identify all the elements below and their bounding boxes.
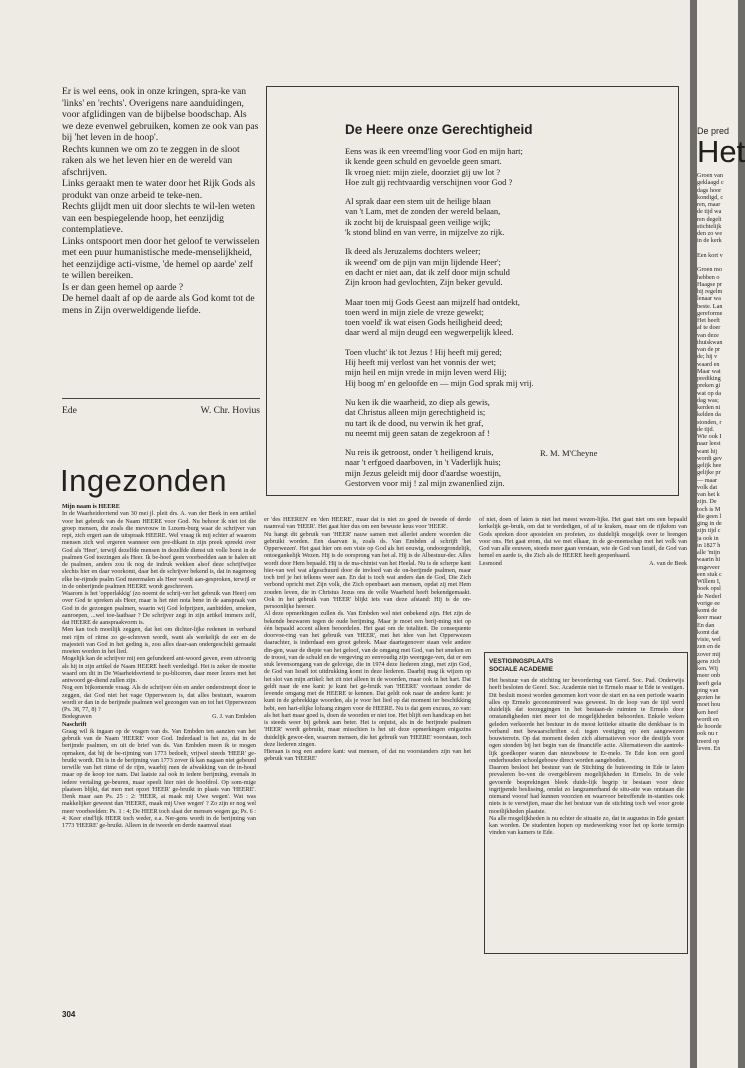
poem-line: daar werd al mijn deugd een wegwerpelijk kleed. (345, 327, 514, 338)
next-page-line: Wie ook I (697, 433, 722, 440)
next-page-line: waarin hi (697, 556, 721, 564)
next-page-line: moet hou (697, 701, 721, 709)
next-page-line: preken gi (697, 382, 721, 390)
next-page-line: keer maar (697, 614, 722, 622)
next-page-edge (697, 0, 745, 1068)
next-page-line: thuiskwan (697, 338, 723, 346)
next-page-line: leven. En (697, 744, 721, 752)
next-page-line: gelijk hee (697, 462, 722, 469)
next-page-line: de Nederl (697, 592, 722, 600)
next-page-line: die geen l (697, 512, 722, 520)
signature-place: Bodegraven (62, 714, 92, 721)
next-page-line: lenaar wa (697, 295, 721, 303)
intro-place: Ede (62, 405, 77, 416)
poem-line: Hij heeft mij verlost van het vonnis der wet; (345, 357, 496, 368)
next-page-line: zover mij (697, 650, 721, 658)
next-page-line: van het k (697, 491, 720, 498)
section-heading: Ingezonden (60, 463, 228, 498)
intro-signature (62, 398, 260, 416)
next-page-line: in 1827 h (697, 541, 721, 549)
next-page-line: Willem I, (697, 578, 721, 585)
next-page-line (697, 259, 724, 266)
next-page-line: ren degeli (697, 215, 722, 223)
next-page-line: af te doer (697, 324, 721, 332)
next-page-line: meer onb (697, 672, 721, 680)
vestiging-title (489, 658, 684, 674)
next-page-line: ook nu r (697, 730, 718, 738)
next-page-line: van deze (697, 331, 719, 339)
vestiging-title-line1: VESTIGINGSPLAATS (489, 658, 554, 665)
poem-line: Toen vlucht' ik tot Jezus ! Hij heeft mij gered; (345, 346, 502, 357)
poem-stanza (345, 347, 665, 388)
vestiging-paragraph: Na alle mogelijkheden is nu echter de situatie zo, dat in augustus in Ede gestart kan worden. De studenten hopen op medewerking voor het op korte termijn vinden van kamers te Ede. (489, 815, 684, 837)
article-paragraph: Al deze opmerkingen zullen ds. Van Embden wel niet onbekend zijn. Het zijn de bekende bezwaren tegen de oude berijming. Maar je moet een berij-ming niet op één bepaald accent alleen beoordelen. Het gaat om de totaliteit. De consequente doorvoe-ring van het gebruik van 'HEER', met het idee van het Opperwezen daarachter, is inderdaad een groot gebrek. Maar daartegenover staan vele andere din-gen, waar de diepte van het geloof, van de omgang met God, van het smeken en de troost, van de schuld en de vergeving zo eenvoudig zijn weergege-ven, dat er een stuk levensomgang van de gelovige, die in 1974 deze liederen zingt, met zijn God, de God van Israël tot uitdrukking komt in deze liederen. Daarbij mag ik wijzen op het slot van mijn artikel: het zit niet alleen in de woorden, maar ook in het hart. Dat geldt naar de ene kant: je kunt het ge-bruik van 'HEERE' voortaan zonder de levende omgang met de HEERE te kennen. Dat geldt ook naar de andere kant: je kunt in de gebrekkige woorden, als je voor het lied op dat moment ter beschikking hebt, een hart-elijke lofzang zingen voor de HEERE. Nu is dat geen excuus, zo van: als het hart maar goed is, doen de woorden er niet toe. Het blijft een handicap en het is steeds weer bij gebrek aan beter. Het is onjuist, als in de berijmde psalmen 'HEER' wordt gebruikt, maar misschien is het uit deze opmerkingen enigszins duidelijk gewor-den, waarom mensen, die het gebruik van 'HEERE' voorstaan, toch deze liederen zingen. (264, 611, 471, 748)
intro-author: W. Chr. Hovius (200, 405, 260, 416)
poem-line: dat Christus alleen mijn gerechtigheid is; (345, 407, 486, 418)
poem-line: Ik deed als Jeruzalems dochters weleer; (345, 246, 481, 257)
next-page-line: van de pr (697, 346, 721, 353)
next-page-line: Groen van (697, 172, 723, 179)
next-page-line: den zo we (697, 230, 723, 237)
next-page-line: gelijke pr (697, 469, 721, 477)
poem-title: De Heere onze Gerechtigheid (345, 122, 533, 137)
next-page-line: Groen mo (697, 266, 722, 274)
next-page-lines (697, 172, 724, 752)
next-page-line: wordt gev (697, 454, 722, 462)
next-page-line: ken heef (697, 708, 719, 716)
next-page-line: ongeveer (697, 563, 720, 571)
next-page-line: En dan (697, 621, 715, 629)
next-page-line: beste. Lan (697, 302, 723, 310)
next-page-line: volk dat (697, 483, 718, 491)
next-page-line: gens zich (697, 657, 721, 665)
column-3 (479, 517, 687, 568)
intro-paragraph: Links geraakt men te water door het Rijk Gods als produkt van onze arbeid te teke-nen. (62, 178, 256, 201)
poem-line: Nu ken ik die waarheid, zo diep als gewis, (345, 396, 490, 407)
next-page-line: vorige ee (697, 599, 720, 607)
next-page-heading: Het (697, 134, 745, 169)
next-page-line: komt de (697, 607, 718, 614)
poem-line: ik weend' om de pijn van mijn lijdende Heer'; (345, 256, 501, 267)
poem-line: nu neemt mij geen satan de zegekroon af ! (345, 427, 490, 438)
vestiging-title-line2: SOCIALE ACADEMIE (489, 666, 554, 673)
column-3-text (479, 517, 687, 561)
next-page-line: de tijd wa (697, 208, 722, 216)
next-page-line: geklaagd c (697, 179, 724, 187)
article-paragraph: Men kan toch moeilijk zeggen, dat het om dichter-lijke redenen in verband met rijm of ritme zo ge-schreven wordt, want als werkelijk de eer en de majesteit van God in het geding is, zou alles daar-aan ondergeschikt gemaakt moeten worden in het lied. (62, 627, 256, 655)
poem-line: Eens was ik een vreemd'ling voor God en mijn hart; (345, 146, 523, 156)
column-1 (62, 504, 256, 830)
next-page-line: want hij (697, 447, 718, 455)
article-paragraph: In de Waarheidsvriend van 30 mei jl. pleit drs. A. van der Beek in een artikel voor het gebruik van de Naam HEERE voor God. Nu behoor ik niet tot die groep mensen, die zoals die mevrouw in Luxem-burg waar de schrijver van rept, zich ergert aan de uitspraak HEERE. Wel vraag ik mij echter af waarom mensen zich wel ergeren wanneer een pre-dikant in zijn preek spreekt over God als 'Heer', terwijl dezelfde mensen in dezelfde dienst uit volle borst in de psalmen God toezingen als Heer. Ik be-hoef geen voorbeelden aan te halen uit de psalmen, anders zou ik nog de indruk wekken alsof deze schrijfwijze slechts hier en daar voorkomt, daar het de schrijver bekend is, dat in nagenoeg elke be-rijmde psalm God meermalen als Heer wordt aan-gesproken, terwijl er in de onberijmde psalmen HEERE wordt geschreven. (62, 511, 256, 590)
signature-author: G. J. van Embden (212, 714, 256, 721)
next-page-line: Een kort v (697, 251, 723, 259)
intro-paragraph: Rechts glijdt men uit door slechts te wil-len weten van een bespiegelende hoop, het eenzijdig contemplatieve. (62, 201, 255, 235)
next-page-line: hebben o (697, 273, 720, 281)
article-paragraph: Hieraan is nog een andere kant: wat mensen, of dat nu voorstanders zijn van het gebruik van 'HEERE' (264, 749, 471, 763)
article-paragraph: Waarom is het 'opperlakkig' (zo noemt de schrij-ver het gebruik van Heer) om over God te spreken als Heer, maar is het niet nota bene in de aanspraak van God in de gezongen psalmen, waarin wij God lofprijzen, aanbidden, smeken, aanroepen, ...wel toe-laatbaar ? De schrijver zegt in zijn artikel immers zelf, dat HEERE de aanspraakvorm is. (62, 591, 256, 626)
poem-line: Gestorven voor mij ! zal mijn zwanenlied zijn. (345, 478, 505, 489)
next-page-line: waard en (697, 360, 720, 368)
next-page-line: kerden ni (697, 404, 721, 411)
intro-paragraph: De hemel daalt af op de aarde als God komt tot de mens in Zijn overweldigende liefde. (62, 293, 255, 316)
next-page-line: kondigd, c (697, 193, 724, 201)
poem-stanza (345, 397, 665, 438)
next-page-line: dags hoor (697, 186, 722, 194)
vestiging-paragraph: Het bestuur van de stichting ter bevordering van Geref. Soc. Pad. Onderwijs heeft besloten de Geref. Soc. Academie niet te Ermelo maar te Ede te vestigen. Dit besluit moest worden genomen kort voor de start en na een periode waarin alles op Ermelo geconcentreerd was geweest. In de loop van de tijd werd duidelijk dat toezeggingen in het bestaan-de ruimten te Ermelo door omstandigheden niet meer tot de mogelijkheden behoorden. Enkele weken geleden verkeerde het bestuur in de meest kritieke situatie die denkbaar is in verband met bewaarschriften e.d. tegen vestiging op een aangewezen bouwterrein. Op dat moment deden zich alternatieven voor die destijds voor ogen stonden bij het begin van de financiële actie. Alternatieven die aantrek-lijk goedkoper waren dan nieuwbouw te Er-melo. Te Ede kon een goed onderhouden schoolgebouw direct worden aangeboden. (489, 678, 684, 764)
poem-line: ik kende geen schuld en gevoelde geen smart. (345, 156, 502, 167)
article-paragraph: er 'des HEEREN' en 'den HEERE', maar dat is niet zo goed de tweede of derde naamval van 'HEER'. Het gaat hier dus om een bewuste keus voor 'HEER'. (264, 517, 471, 531)
intro-text (62, 86, 260, 316)
next-page-line: dag was; (697, 396, 719, 404)
next-page-line: kelden da (697, 411, 721, 419)
article-paragraph: Nu hangt dit gebruik van 'HEER' nauw samen met allerlei andere woorden die gebruikt worden. Een daarvan is, zoals ds. Van Embden al schrijft 'het Opperwezen'. Het gaat hier om een visie op God als het eeuwig, ondoorgrondelijk, ontoegankelijk Wezen. Hij is de oorsprong van het al. Hij is de Albestuur-der. Alles wordt door Hem bepaald. Hij is de ma-chinist van het Heelal. Nu is de scherpe kant hier-van wel wat afgeschuurd door de invloed van de on-berijmde psalmen, maar toch tref je het telkens weer aan. En dat is toch wat anders dan de God, Die Zich verbond opricht met Zijn volk, die Zich openbaart aan mensen, opdat zij met Hem zouden leven, die in Christus Jezus ons de volle Waarheid heeft bekendgemaakt. Ook in het gebruik van 'HEER' blijkt iets van deze afstand: Hij is de on-persoonlijke heerser. (264, 531, 471, 610)
next-page-line: zijn tijd c (697, 527, 721, 535)
poem-line: mijn Jezus geleidt mij door d'aardse woestijn, (345, 467, 502, 478)
intro-paragraph: Rechts kunnen we om zo te zeggen in de sloot raken als we het leven hier en de wereld van afschrijven. (62, 143, 240, 178)
poem-line: nu tart ik de dood, nu verwin ik het graf, (345, 417, 484, 428)
poem-stanza (345, 246, 665, 287)
intro-paragraph: Er is wel eens, ook in onze kringen, spra-ke van 'links' en 'rechts'. Overigens nare aanduidingen, voor afglidingen van de bijbelse boodschap. Als we deze evenwel gebruiken, komen ze ook van pas bij 'het leven in de hoop'. (62, 86, 259, 143)
next-page-line: visie, wel (697, 636, 721, 643)
article-paragraph: Graag wil ik ingaan op de vragen van ds. Van Embden ten aanzien van het gebruik van de Naam 'HEERE' voor God. Inderdaad is het zo, dat in de berijmde psalmen, en uit de brief van ds. Van Embden meen ik te mogen opmaken, dat hij de be-rijming van 1773 bedoelt, vrijwel steeds 'HEER' ge-bruikt wordt. Dit is in de berijming van 1773 zover ik kan nagaan niet gebeurd terwille van het ritme of de rijm, waarbij men de afwakking van de in-houd maar op de koop toe nam. Dat laatste zal ook in iedere berijming, evenals in iedere vertaling ge-beuren, maar speelt hier niet de hoofdrol. Op som-mige plaatsen blijkt, dat men met opzet 'HEER' ge-bruikt in plaats van 'HEERE'. Denk maar aan Ps. 25 : 2: 'HEER, ai maak mij Uwe wegen'. Wat was makkelijker geweest dan 'HEERE, maak mij Uwe wegen' ? Zo zijn er nog wel meer voorbeelden: Ps. 1 : 4; De HEER toch slaat der mensen wegen ga; Ps. 6 : 4: Keer eind'lijk HEER toch weder, e.a. Ner-gens wordt in de berijming van 1773 'HEERE' ge-bruikt. Alleen in de tweede en derde naamval staat (62, 728, 256, 829)
poem-stanza (345, 196, 665, 237)
next-page-line: de hoorde (697, 723, 722, 730)
letter-signature (62, 714, 256, 721)
next-page-line: wordt en (697, 715, 719, 723)
next-page-line: ja ook in (697, 534, 719, 542)
next-page-line: wat op da (697, 389, 722, 397)
next-page-line: een stuk c (697, 570, 722, 578)
poem-line: ik zocht bij de kruispaal geen veilige wijk; (345, 216, 491, 227)
next-page-line: komt dat (697, 628, 719, 636)
poem-line: van 't Lam, met de zonden der wereld belaan, (345, 206, 501, 217)
poem-stanza (345, 297, 665, 338)
next-page-line (697, 245, 724, 252)
next-page-line: boek opsl (697, 585, 721, 593)
poem-line: 'k stond blind en van verre, in mijzelve zo rijk. (345, 227, 505, 238)
next-page-line: gezien he (697, 694, 721, 701)
poem-line: toen voeld' ik wat eisen Gods heiligheid deed; (345, 317, 503, 328)
next-page-line: alle 'mijn (697, 549, 720, 556)
intro-paragraph: Is er dan geen hemel op aarde ? (62, 281, 184, 293)
next-page-line: ging in de (697, 520, 722, 527)
next-page-line: de; hij v (697, 353, 718, 361)
next-page-line: heeft gela (697, 679, 722, 687)
poem-stanza (345, 447, 665, 488)
next-page-line: hij regelm (697, 288, 723, 295)
next-page-line: toch is M (697, 505, 721, 513)
poem-line: Hoe zult gij rechtvaardig verschijnen voor God ? (345, 176, 513, 187)
next-page-line: Het heeft (697, 317, 720, 324)
next-page-kicker: De pred (697, 126, 730, 136)
poem-line: Nu reis ik getroost, onder 't heiligend kruis, (345, 447, 494, 458)
poem-line: Hij boog m' en geloofde en — mijn God sprak mij vrij. (345, 377, 534, 388)
next-page-line: gereforme (697, 309, 723, 317)
poem-line: en dacht er niet aan, dat ik zelf door mijn schuld (345, 266, 510, 277)
next-page-line: Maar wat (697, 367, 721, 375)
poem-line: Zijn kroon had gevlochten, Zijn beker gevuld. (345, 277, 503, 288)
next-page-line: zijn. De (697, 498, 717, 506)
poem-body (345, 146, 665, 497)
poem-line: Al sprak daar een stem uit de heilige blaan (345, 196, 491, 207)
next-page-line: — maar (697, 476, 718, 484)
poem-line: mijn heil en mijn vrede in mijn leven werd Hij; (345, 367, 507, 378)
next-page-line: de tijd. (697, 425, 715, 433)
intro-paragraph: Links ontspoort men door het geloof te verwisselen met een puur humanistische mede-menselijkheid, het eenzijdige acti-visme, 'de hemel op aarde' zelf te willen bereiken. (62, 235, 260, 281)
poem-author: R. M. M'Cheyne (540, 448, 598, 458)
next-page-line: stonden, r (697, 418, 722, 426)
article-paragraph: Nog een bijkomende vraag. Als de schrijver één en ander onderstreept door te zeggen, dat God niet het vage Opperwezen is, dat alles bestuurt, waarom wordt er dan in de berijmde psalmen wel gezongen van en tot het Opperwezen (Ps. 38, 77, 8) ? (62, 685, 256, 713)
vestiging-content (489, 658, 684, 838)
column-3-signature (479, 561, 687, 568)
poem-stanza (345, 146, 665, 187)
poem-line: naar 't erfgoed daarboven, in 't Vaderlijk huis; (345, 457, 501, 468)
next-page-line: zen en de (697, 643, 721, 651)
article-paragraph: of niet, doen of laten is niet het meest wezen-lijke. Het gaat niet om een bepaald kerkelijk ge-bruik, om dat te verdedigen, of af te kraken, maar om de rijkdom van Gods spreken door apostelen en profeten, zo duidelijk mogelijk over te brengen voor ons. Het gaat erom, dat we met elkaar, in de ge-meenschap met het volk van God van alle eeuwen, steeds meer gaan verstaan, wie de God van Israël, de God van hemel en aarde is, die Zich als de HEERE heeft geopenbaard. (479, 517, 687, 560)
poem-line: toen werd in mijn ziele de vreze gewekt; (345, 306, 484, 317)
poem-line: Ik vroeg niet: mijn ziele, doorziet gij uw lot ? (345, 166, 501, 177)
next-page-line: prediking (697, 375, 721, 382)
poem-line: Maar toen mij Gods Geest aan mijzelf had ontdekt, (345, 296, 520, 307)
next-page-line: stichtelijk (697, 222, 722, 230)
next-page-line: ken. Wij (697, 665, 718, 672)
article-paragraph: Mogelijk kan de schrijver mij een gefundeerd ant-woord geven, even uitvoerig als hij in zijn artikel de Naam HEERE heeft verdedigd. Het is zeker de moeite waard om dit in De Waarheidsvriend te pu-bliceren, daar meer lezers met het antwoord ge-diend zullen zijn. (62, 656, 256, 684)
article-heading: Naschrift (62, 721, 87, 728)
next-page-line: ping van (697, 686, 719, 694)
page-number: 304 (62, 1010, 76, 1019)
next-page-line: in de kerk (697, 237, 722, 245)
column-3-place: Lesmond (479, 560, 502, 567)
next-page-line: naar leest (697, 440, 721, 448)
vestiging-paragraph: Daarom besloot het bestuur van de Stichting de huisvesting in Ede te laten prevaleren bo-ven de overgebleven mogelijkheden in Ermelo. In de vele gevoerde besprekingen bleek duide-lijk begrip te bestaan voor deze ingrijpende beslissing, omdat zo langzamerhand de situ-atie was ontstaan die niemand vooraf had kunnen voorzien en waarvoor betreffende in-stanties ook niets is te verwijten, maar die het bestuur van de stichting toch wel voor grote moeilijkheden plaatste. (489, 765, 684, 815)
column-2 (264, 517, 471, 764)
vestiging-text (489, 678, 684, 838)
next-page-line: Haagse pr (697, 280, 722, 288)
next-page-line: treerd op (697, 737, 720, 745)
article-heading: Mijn naam is HEERE (62, 504, 120, 510)
next-page-line: ren, maar (697, 201, 721, 208)
column-3-author: A. van de Beek (649, 560, 687, 567)
